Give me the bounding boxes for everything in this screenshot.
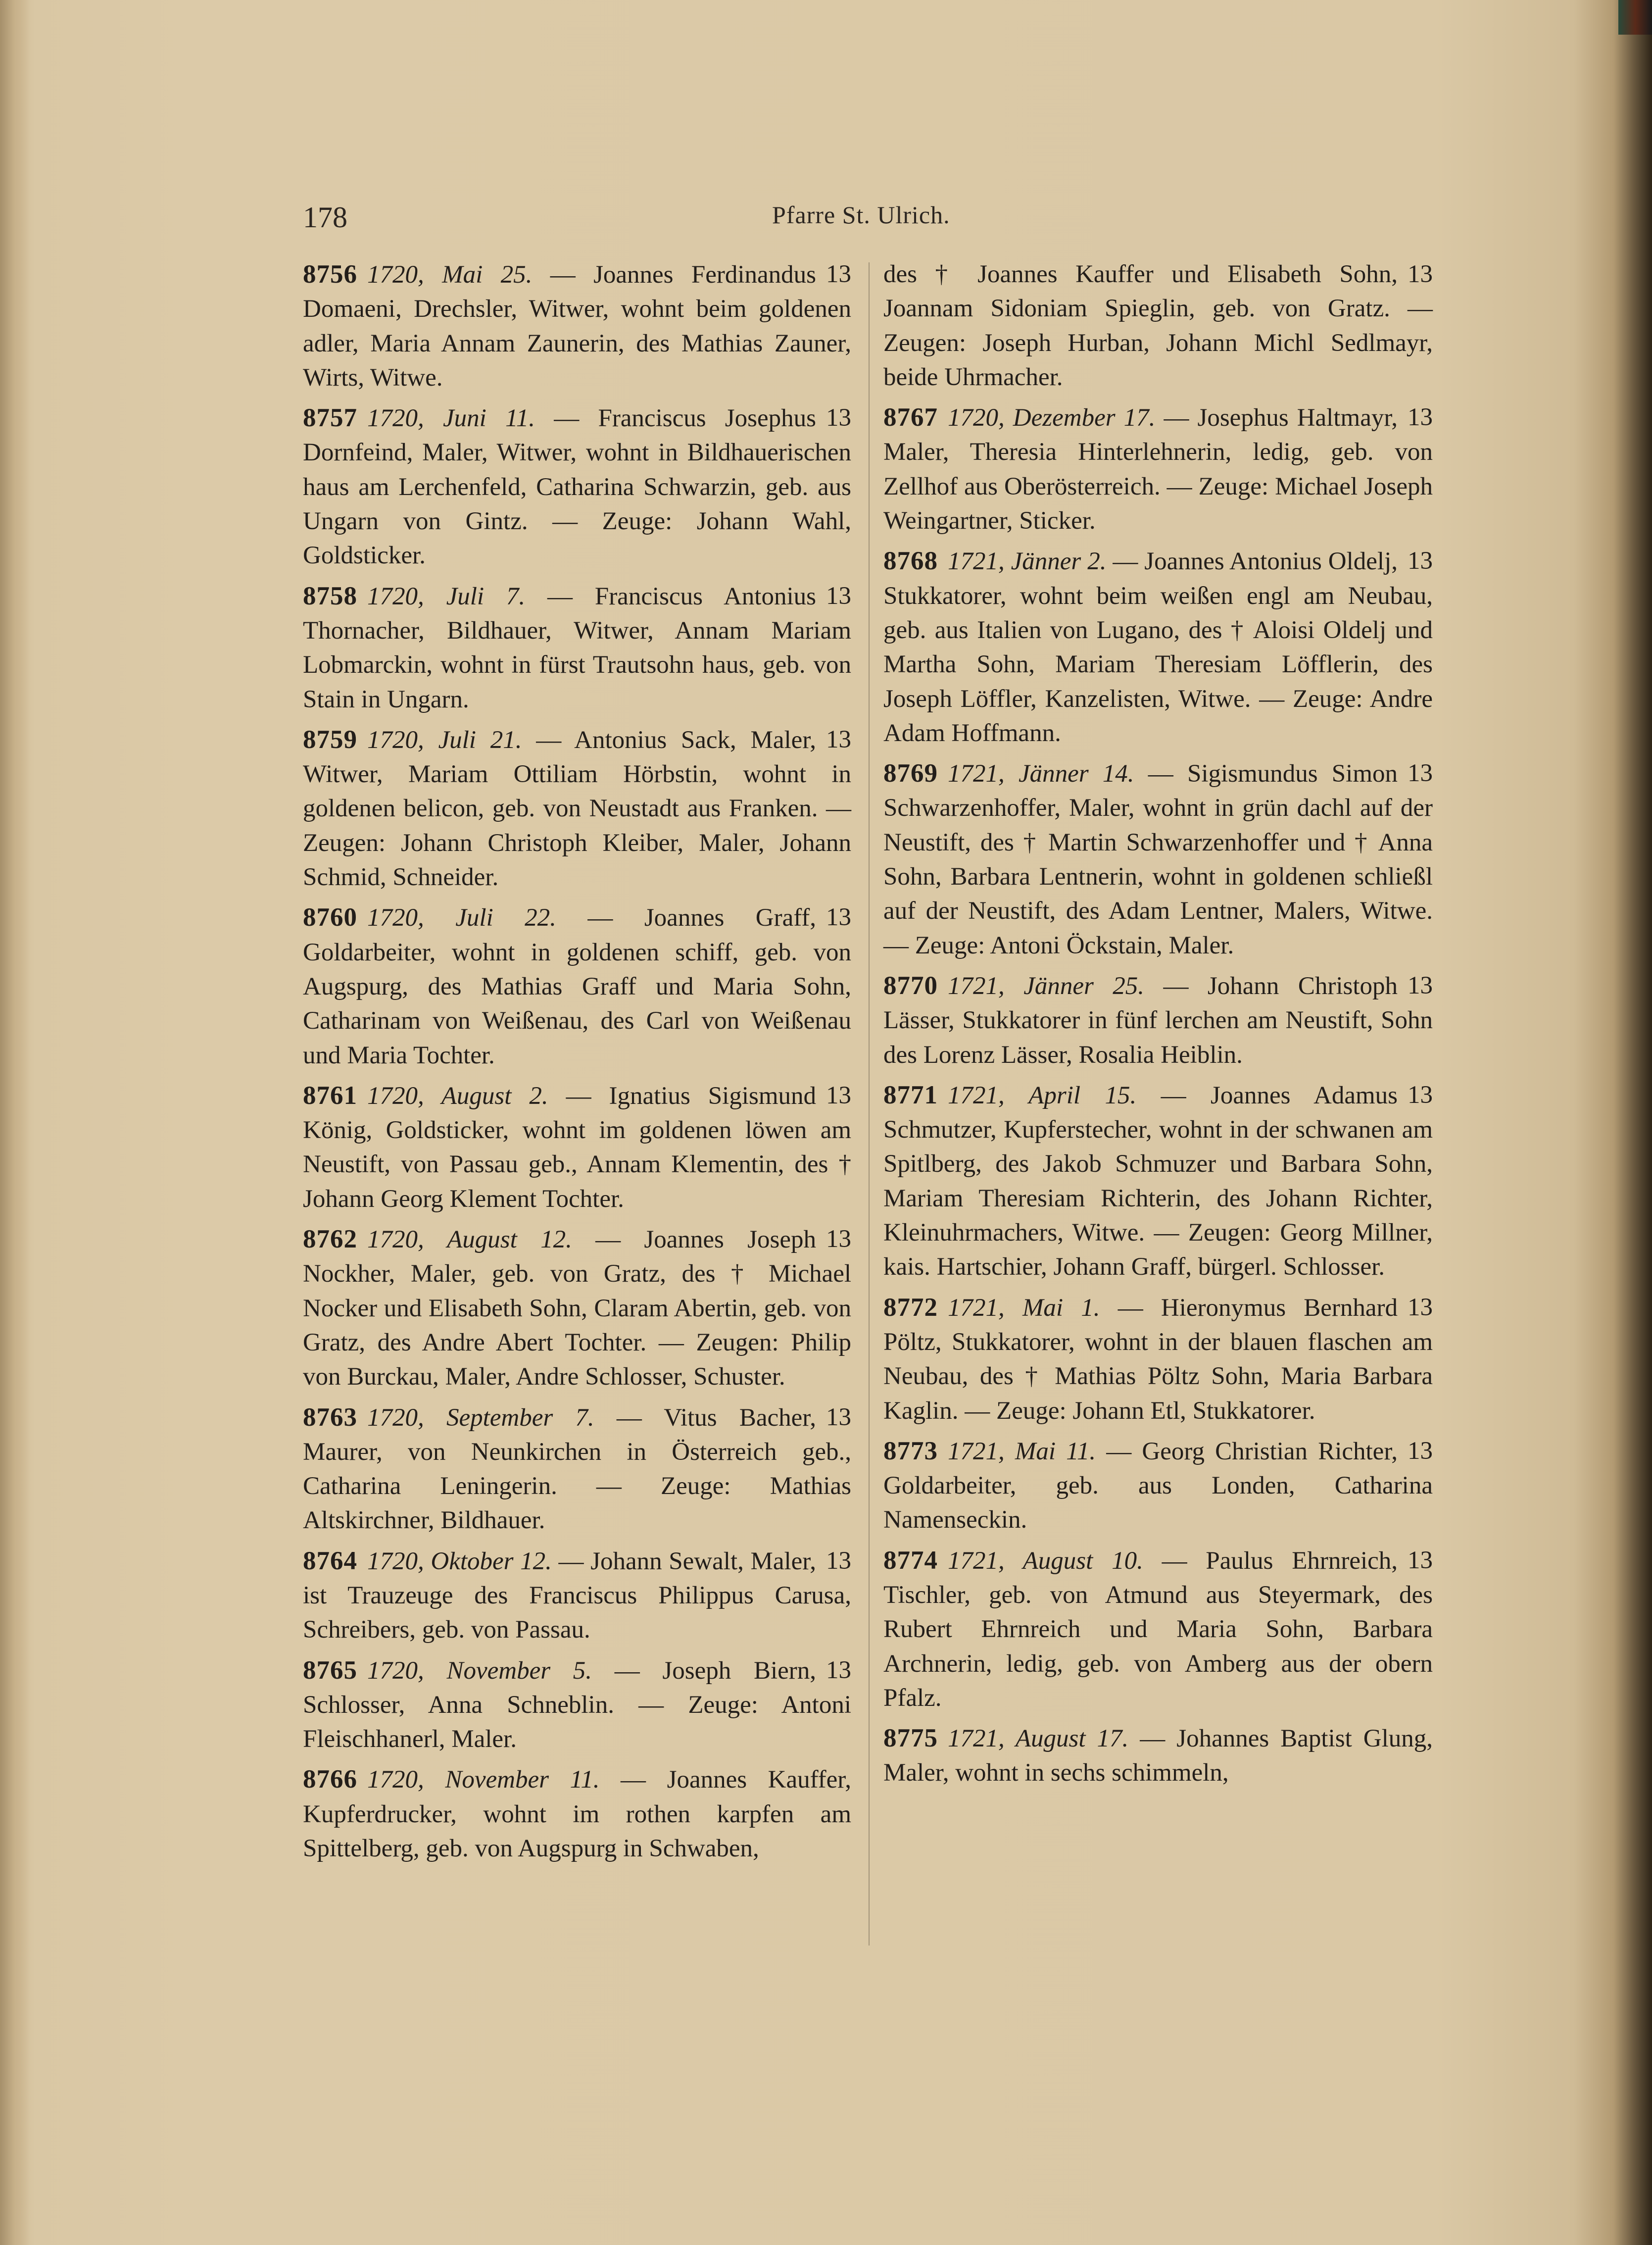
page-spine-shadow <box>0 0 30 2245</box>
entry-number: 8759 <box>303 725 357 754</box>
register-entry <box>303 1653 851 1757</box>
register-entry <box>883 257 1433 395</box>
entry-text: — Franciscus Josephus Dornfeind, Maler, Witwer, wohnt in Bildhauerischen haus am Lerchenfeld, Catharina Schwarzin, geb. aus Ungarn von Gintz. — Zeuge: Johann Wahl, Goldsticker. <box>303 404 851 570</box>
entry-fee: 13 <box>826 1225 851 1253</box>
entry-date: 1720, August 2. <box>367 1082 548 1110</box>
entry-number: 8757 <box>303 403 357 433</box>
entry-number: 8772 <box>883 1293 938 1322</box>
entry-text: — Georg Christian Richter, Goldarbeiter, geb. aus Londen, Catharina Namenseckin. <box>883 1437 1433 1534</box>
entry-fee: 13 <box>826 725 851 753</box>
entry-number: 8769 <box>883 759 938 788</box>
entry-date: 1721, August 17. <box>948 1725 1129 1753</box>
register-entry <box>883 544 1433 750</box>
entry-number: 8766 <box>303 1765 357 1794</box>
entry-text: — Antonius Sack, Maler, Witwer, Mariam Ottiliam Hörbstin, wohnt in goldenen belicon, geb. von Neustadt aus Franken. — Zeugen: Johann Christoph Kleiber, Maler, Johann Schmid, Schneider. <box>303 726 851 892</box>
entry-fee: 13 <box>826 582 851 610</box>
entry-text: — Ignatius Sigismund König, Goldsticker, wohnt im goldenen löwen am Neustift, von Passau geb., Annam Klementin, des † Johann Georg Klement Tochter. <box>303 1082 851 1213</box>
entry-fee: 13 <box>1408 1546 1433 1574</box>
entry-date: 1720, August 12. <box>367 1226 572 1254</box>
entry-text: — Johannes Baptist Glung, Maler, wohnt in sechs schimmeln, <box>883 1725 1433 1787</box>
entry-date: 1721, Mai 1. <box>948 1294 1100 1322</box>
entry-text: — Josephus Haltmayr, Maler, Theresia Hinterlehnerin, ledig, geb. von Zellhof aus Oberösterreich. — Zeuge: Michael Joseph Weingartner, Sticker. <box>883 404 1433 535</box>
entry-fee: 13 <box>1408 1081 1433 1109</box>
entry-date: 1720, Juni 11. <box>367 404 535 433</box>
entry-fee: 13 <box>826 1547 851 1575</box>
register-entry <box>303 1400 851 1538</box>
register-entry <box>303 257 851 395</box>
entry-number: 8758 <box>303 581 357 610</box>
entry-number: 8773 <box>883 1436 938 1465</box>
entry-date: 1721, April 15. <box>948 1081 1137 1109</box>
entry-date: 1720, Juli 7. <box>367 582 526 610</box>
entry-text: — Hieronymus Bernhard Pöltz, Stukkatorer, wohnt in der blauen flaschen am Neubau, des † Mathias Pöltz Sohn, Maria Barbara Kaglin. — Zeuge: Johann Etl, Stukkatorer. <box>883 1294 1433 1425</box>
entry-text: — Johann Christoph Lässer, Stukkatorer in fünf lerchen am Neustift, Sohn des Lorenz Lässer, Rosalia Heiblin. <box>883 972 1433 1069</box>
entry-date: 1721, August 10. <box>948 1547 1143 1575</box>
entry-text: — Joannes Graff, Goldarbeiter, wohnt in goldenen schiff, geb. von Augspurg, des Mathias Graff und Maria Sohn, Catharinam von Weißenau, des Carl von Weißenau und Maria Tochter. <box>303 904 851 1069</box>
entry-fee: 13 <box>826 1403 851 1431</box>
register-entry <box>883 1434 1433 1538</box>
entry-text: des † Joannes Kauffer und Elisabeth Sohn, Joannam Sidoniam Spieglin, geb. von Gratz. — Zeugen: Joseph Hurban, Johann Michl Sedlmayr, beide Uhrmacher. <box>883 260 1433 391</box>
entry-text: — Franciscus Antonius Thornacher, Bildhauer, Witwer, Annam Mariam Lobmarckin, wohnt in fürst Trautsohn haus, geb. von Stain in Ungarn. <box>303 582 851 713</box>
entry-date: 1720, Juli 22. <box>367 904 556 932</box>
entry-fee: 13 <box>1408 759 1433 788</box>
register-entry <box>303 1222 851 1394</box>
entry-number: 8764 <box>303 1546 357 1575</box>
register-entry <box>883 1544 1433 1715</box>
entry-fee: 13 <box>1408 971 1433 999</box>
entry-text: — Joseph Biern, Schlosser, Anna Schneblin. — Zeuge: Antoni Fleischhanerl, Maler. <box>303 1656 851 1753</box>
entry-date: 1720, Juli 21. <box>367 726 522 754</box>
entry-fee: 13 <box>826 1656 851 1684</box>
entry-date: 1721, Jänner 25. <box>948 972 1145 1000</box>
entry-fee: 13 <box>1408 403 1433 432</box>
entry-fee: 13 <box>826 260 851 288</box>
entry-date: 1720, September 7. <box>367 1403 594 1432</box>
entry-number: 8760 <box>303 903 357 932</box>
entry-text: — Joannes Ferdinandus Domaeni, Drechsler, Witwer, wohnt beim goldenen adler, Maria Annam Zaunerin, des Mathias Zauner, Wirts, Witwe. <box>303 261 851 392</box>
right-column <box>883 257 1433 1796</box>
running-title: Pfarre St. Ulrich. <box>772 201 950 229</box>
scan-color-strip <box>1618 0 1652 35</box>
register-entry <box>303 900 851 1072</box>
entry-number: 8763 <box>303 1402 357 1432</box>
entry-number: 8762 <box>303 1225 357 1254</box>
entry-number: 8768 <box>883 547 938 576</box>
entry-fee: 13 <box>1408 260 1433 288</box>
entry-number: 8756 <box>303 260 357 289</box>
entry-text: — Joannes Adamus Schmutzer, Kupferstecher, wohnt in der schwanen am Spitlberg, des Jakob Schmuzer und Barbara Sohn, Mariam Theresiam Richterin, des Johann Richter, Kleinuhrmachers, Witwe. — Zeugen: Georg Millner, kais. Hartschier, Johann Graff, bürgerl. Schlosser. <box>883 1081 1433 1281</box>
register-entry <box>883 1291 1433 1428</box>
register-entry <box>303 1079 851 1216</box>
entry-date: 1720, November 11. <box>367 1766 600 1794</box>
entry-date: 1721, Mai 11. <box>948 1437 1096 1465</box>
register-entry <box>883 1078 1433 1285</box>
left-column <box>303 257 851 1872</box>
register-entry <box>303 1762 851 1866</box>
entry-text: — Joannes Antonius Oldelj, Stukkatorer, wohnt beim weißen engl am Neubau, geb. aus Italien von Lugano, des † Aloisi Oldelj und Martha Sohn, Mariam Theresiam Löfflerin, des Joseph Löffler, Kanzelisten, Witwe. — Zeuge: Andre Adam Hoffmann. <box>883 548 1433 747</box>
entry-date: 1720, November 5. <box>367 1656 592 1685</box>
entry-fee: 13 <box>826 903 851 932</box>
register-entry <box>303 1544 851 1647</box>
entry-number: 8767 <box>883 403 938 432</box>
column-divider <box>869 262 870 1946</box>
entry-text: — Paulus Ehrnreich, Tischler, geb. von Atmund aus Steyermark, des Rubert Ehrnreich und Maria Sohn, Barbara Archnerin, ledig, geb. von Amberg aus der obern Pfalz. <box>883 1547 1433 1712</box>
entry-date: 1721, Jänner 2. <box>948 548 1107 576</box>
register-entry <box>303 723 851 895</box>
entry-fee: 13 <box>1408 547 1433 575</box>
register-entry <box>883 756 1433 963</box>
entry-date: 1720, Dezember 17. <box>948 404 1156 432</box>
register-entry <box>883 400 1433 538</box>
entry-text: — Joannes Kauffer, Kupferdrucker, wohnt im rothen karpfen am Spittelberg, geb. von Augspurg in Schwaben, <box>303 1766 851 1863</box>
entry-number: 8775 <box>883 1724 938 1753</box>
register-entry <box>883 1721 1433 1791</box>
entry-number: 8774 <box>883 1546 938 1575</box>
page-number: 178 <box>303 201 347 234</box>
entry-text: — Vitus Bacher, Maurer, von Neunkirchen in Österreich geb., Catharina Leningerin. — Zeuge: Mathias Altskirchner, Bildhauer. <box>303 1403 851 1535</box>
register-entry <box>883 969 1433 1072</box>
entry-number: 8761 <box>303 1081 357 1110</box>
register-entry <box>303 579 851 717</box>
entry-number: 8771 <box>883 1080 938 1109</box>
entry-date: 1720, Oktober 12. <box>367 1547 552 1575</box>
entry-number: 8765 <box>303 1655 357 1685</box>
entry-fee: 13 <box>1408 1293 1433 1321</box>
entry-text: — Johann Sewalt, Maler, ist Trauzeuge des Franciscus Philippus Carusa, Schreibers, geb. von Passau. <box>303 1547 851 1644</box>
entry-date: 1720, Mai 25. <box>367 261 533 289</box>
entry-fee: 13 <box>826 1081 851 1109</box>
entry-number: 8770 <box>883 971 938 1000</box>
entry-date: 1721, Jänner 14. <box>948 760 1134 788</box>
register-entry <box>303 401 851 573</box>
entry-text: — Sigismundus Simon Schwarzenhoffer, Maler, wohnt in grün dachl auf der Neustift, des † Martin Schwarzenhoffer und † Anna Sohn, Barbara Lentnerin, wohnt in goldenen schließl auf der Neustift, des Adam Lentner, Malers, Witwe. — Zeuge: Antoni Öckstain, Maler. <box>883 760 1433 959</box>
entry-fee: 13 <box>1408 1437 1433 1465</box>
entry-fee: 13 <box>826 404 851 432</box>
entry-text: — Joannes Joseph Nockher, Maler, geb. von Gratz, des † Michael Nocker und Elisabeth Sohn, Claram Abertin, geb. von Gratz, des Andre Abert Tochter. — Zeugen: Philip von Burckau, Maler, Andre Schlosser, Schuster. <box>303 1226 851 1391</box>
